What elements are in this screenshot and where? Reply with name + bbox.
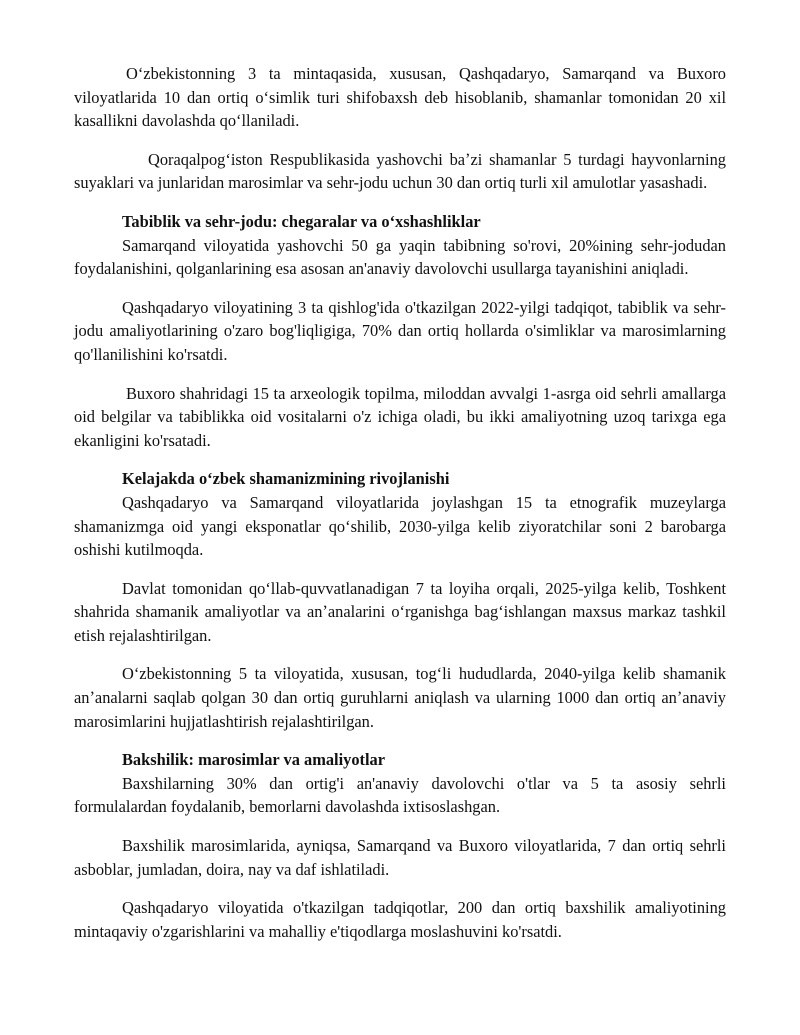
paragraph: Qashqadaryo va Samarqand viloyatlarida joylashgan 15 ta etnografik muzeylarga shamanizmga oid yangi eksponatlar qoʻshilib, 2030-yilga kelib ziyoratchilar soni 2 barobarga oshishi kutilmoqda. [74,492,726,560]
paragraph: Oʻzbekistonning 3 ta mintaqasida, xususan, Qashqadaryo, Samarqand va Buxoro viloyatlarida 10 dan ortiq oʻsimlik turi shifobaxsh deb hisoblanib, shamanlar tomonidan 20 xil kasallikni davolashda qoʻllaniladi. [74,64,726,131]
paragraph: Baxshilik marosimlarida, ayniqsa, Samarqand va Buxoro viloyatlarida, 7 dan ortiq sehrli asboblar, jumladan, doira, nay va daf ishlatiladi. [74,836,726,879]
document-page [74,62,726,943]
section-heading: Bakshilik: marosimlar va amaliyotlar [122,750,386,770]
section-heading: Tabiblik va sehr-jodu: chegaralar va oʻxshashliklar [122,211,481,231]
paragraph: Qashqadaryo viloyatining 3 ta qishlog'ida o'tkazilgan 2022-yilgi tadqiqot, tabiblik va sehr-jodu amaliyotlarining o'zaro bog'liqligiga, 70% dan ortiq hollarda o'simliklar va marosimlarning qo'llanilishini ko'rsatdi. [74,297,726,364]
paragraph: Davlat tomonidan qoʻllab-quvvatlanadigan 7 ta loyiha orqali, 2025-yilga kelib, Toshkent shahrida shamanik amaliyotlar va anʼanalarini oʻrganishga bagʻishlangan maxsus markaz tashkil etish rejalashtirilgan. [74,578,726,645]
paragraph: Buxoro shahridagi 15 ta arxeologik topilma, miloddan avvalgi 1-asrga oid sehrli amallarga oid belgilar va tabiblikka oid vositalarni o'z ichiga oladi, bu ikki amaliyotning uzoq tarixga ega ekanligini ko'rsatadi. [74,383,726,450]
section-heading: Kelajakda oʻzbek shamanizmining rivojlanishi [122,469,450,489]
paragraph: Oʻzbekistonning 5 ta viloyatida, xususan, togʻli hududlarda, 2040-yilga kelib shamanik anʼanalarni saqlab qolgan 30 dan ortiq guruhlarni aniqlash va ularning 1000 dan ortiq anʼanaviy marosimlarini hujjatlashtirish rejalashtirilgan. [74,664,726,731]
paragraph: Baxshilarning 30% dan ortig'i an'anaviy davolovchi o'tlar va 5 ta asosiy sehrli formulalardan foydalanib, bemorlarni davolashda ixtisoslashgan. [74,773,726,817]
paragraph: Samarqand viloyatida yashovchi 50 ga yaqin tabibning so'rovi, 20%ining sehr-jodudan foydalanishini, qolganlarining esa asosan an'anaviy davolovchi usullarga tayanishini aniqladi. [74,235,726,279]
paragraph: Qashqadaryo viloyatida o'tkazilgan tadqiqotlar, 200 dan ortiq baxshilik amaliyotining mintaqaviy o'zgarishlarini va mahalliy e'tiqodlarga moslashuvini ko'rsatdi. [74,898,726,941]
paragraph: Qoraqalpogʻiston Respublikasida yashovchi baʼzi shamanlar 5 turdagi hayvonlarning suyaklari va junlaridan marosimlar va sehr-jodu uchun 30 dan ortiq turli xil amulotlar yasashadi. [74,149,726,193]
